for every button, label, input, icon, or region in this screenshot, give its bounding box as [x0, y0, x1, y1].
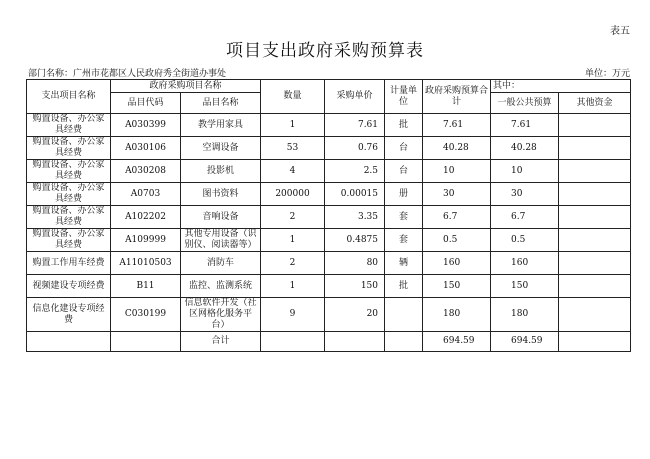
cell-name: 图书资料	[181, 183, 261, 206]
table-row	[27, 275, 631, 298]
cell-item: 购置设备、办公家具经费	[27, 137, 111, 160]
procurement-budget-table	[26, 79, 631, 352]
cell-item: 购置设备、办公家具经费	[27, 160, 111, 183]
cell-code: A030106	[111, 137, 181, 160]
cell-total: 0.5	[423, 229, 491, 252]
cell-price: 0.00015	[325, 183, 385, 206]
cell-general: 30	[491, 183, 559, 206]
table-row	[27, 183, 631, 206]
cell-code: B11	[111, 275, 181, 298]
header-general-budget: 一般公共预算	[491, 93, 559, 114]
total-budget: 694.59	[423, 332, 491, 352]
cell-total: 180	[423, 298, 491, 332]
cell-price: 80	[325, 252, 385, 275]
cell-empty	[261, 332, 325, 352]
cell-other	[559, 275, 631, 298]
total-label: 合计	[181, 332, 261, 352]
cell-name: 消防车	[181, 252, 261, 275]
cell-unit: 批	[385, 275, 423, 298]
cell-empty	[27, 332, 111, 352]
cell-name: 教学用家具	[181, 114, 261, 137]
cell-other	[559, 137, 631, 160]
header-procurement-item: 政府采购项目名称	[111, 80, 261, 93]
cell-item: 信息化建设专项经费	[27, 298, 111, 332]
cell-other	[559, 114, 631, 137]
cell-total: 7.61	[423, 114, 491, 137]
cell-qty: 1	[261, 275, 325, 298]
total-other	[559, 332, 631, 352]
cell-unit: 套	[385, 206, 423, 229]
table-row	[27, 160, 631, 183]
cell-unit: 批	[385, 114, 423, 137]
cell-qty: 9	[261, 298, 325, 332]
page-title: 项目支出政府采购预算表	[226, 41, 424, 61]
cell-price: 0.76	[325, 137, 385, 160]
cell-total: 150	[423, 275, 491, 298]
cell-empty	[325, 332, 385, 352]
cell-code: A109999	[111, 229, 181, 252]
total-general: 694.59	[491, 332, 559, 352]
total-row	[27, 332, 631, 352]
table-row	[27, 298, 631, 332]
header-of-which: 其中：	[491, 80, 631, 93]
cell-unit: 册	[385, 183, 423, 206]
cell-name: 其他专用设备（识别仪、阅读器等）	[181, 229, 261, 252]
cell-code: A030399	[111, 114, 181, 137]
cell-price: 3.35	[325, 206, 385, 229]
cell-total: 30	[423, 183, 491, 206]
cell-other	[559, 252, 631, 275]
cell-total: 160	[423, 252, 491, 275]
cell-name: 信息软件开发（社区网格化服务平台）	[181, 298, 261, 332]
table-row	[27, 252, 631, 275]
cell-price: 2.5	[325, 160, 385, 183]
cell-empty	[111, 332, 181, 352]
cell-code: A102202	[111, 206, 181, 229]
header-item-name: 支出项目名称	[27, 80, 111, 114]
cell-price: 0.4875	[325, 229, 385, 252]
cell-item: 购置设备、办公家具经费	[27, 183, 111, 206]
header-category-code: 品目代码	[111, 93, 181, 114]
cell-name: 投影机	[181, 160, 261, 183]
table-row	[27, 137, 631, 160]
header-other-funds: 其他资金	[559, 93, 631, 114]
cell-item: 购置设备、办公家具经费	[27, 206, 111, 229]
cell-qty: 4	[261, 160, 325, 183]
cell-empty	[385, 332, 423, 352]
cell-qty: 1	[261, 114, 325, 137]
cell-name: 监控、监测系统	[181, 275, 261, 298]
cell-unit: 辆	[385, 252, 423, 275]
cell-total: 6.7	[423, 206, 491, 229]
unit-label: 单位：万元	[584, 69, 630, 79]
cell-general: 180	[491, 298, 559, 332]
table-row	[27, 114, 631, 137]
cell-general: 10	[491, 160, 559, 183]
cell-general: 0.5	[491, 229, 559, 252]
header-category-name: 品目名称	[181, 93, 261, 114]
cell-code: A0703	[111, 183, 181, 206]
cell-qty: 53	[261, 137, 325, 160]
cell-unit	[385, 298, 423, 332]
cell-qty: 2	[261, 252, 325, 275]
cell-general: 6.7	[491, 206, 559, 229]
department-name: 部门名称：广州市花都区人民政府秀全街道办事处	[28, 69, 227, 79]
cell-other	[559, 160, 631, 183]
cell-other	[559, 183, 631, 206]
cell-other	[559, 206, 631, 229]
cell-item: 购置设备、办公家具经费	[27, 114, 111, 137]
cell-unit: 台	[385, 160, 423, 183]
cell-item: 购置设备、办公家具经费	[27, 229, 111, 252]
cell-other	[559, 298, 631, 332]
cell-unit: 台	[385, 137, 423, 160]
header-unit-price: 采购单价	[325, 80, 385, 114]
cell-general: 160	[491, 252, 559, 275]
cell-name: 音响设备	[181, 206, 261, 229]
cell-general: 150	[491, 275, 559, 298]
cell-total: 40.28	[423, 137, 491, 160]
cell-qty: 200000	[261, 183, 325, 206]
table-row	[27, 229, 631, 252]
cell-price: 7.61	[325, 114, 385, 137]
cell-total: 10	[423, 160, 491, 183]
cell-other	[559, 229, 631, 252]
header-budget-total: 政府采购预算合计	[423, 80, 491, 114]
cell-general: 7.61	[491, 114, 559, 137]
cell-price: 150	[325, 275, 385, 298]
cell-general: 40.28	[491, 137, 559, 160]
cell-item: 视频建设专项经费	[27, 275, 111, 298]
cell-code: A030208	[111, 160, 181, 183]
header-measure-unit: 计量单位	[385, 80, 423, 114]
cell-unit: 套	[385, 229, 423, 252]
header-quantity: 数量	[261, 80, 325, 114]
table-number-label: 表五	[610, 26, 630, 37]
cell-code: C030199	[111, 298, 181, 332]
cell-item: 购置工作用车经费	[27, 252, 111, 275]
cell-qty: 2	[261, 206, 325, 229]
cell-name: 空调设备	[181, 137, 261, 160]
cell-price: 20	[325, 298, 385, 332]
cell-qty: 1	[261, 229, 325, 252]
cell-code: A11010503	[111, 252, 181, 275]
table-row	[27, 206, 631, 229]
